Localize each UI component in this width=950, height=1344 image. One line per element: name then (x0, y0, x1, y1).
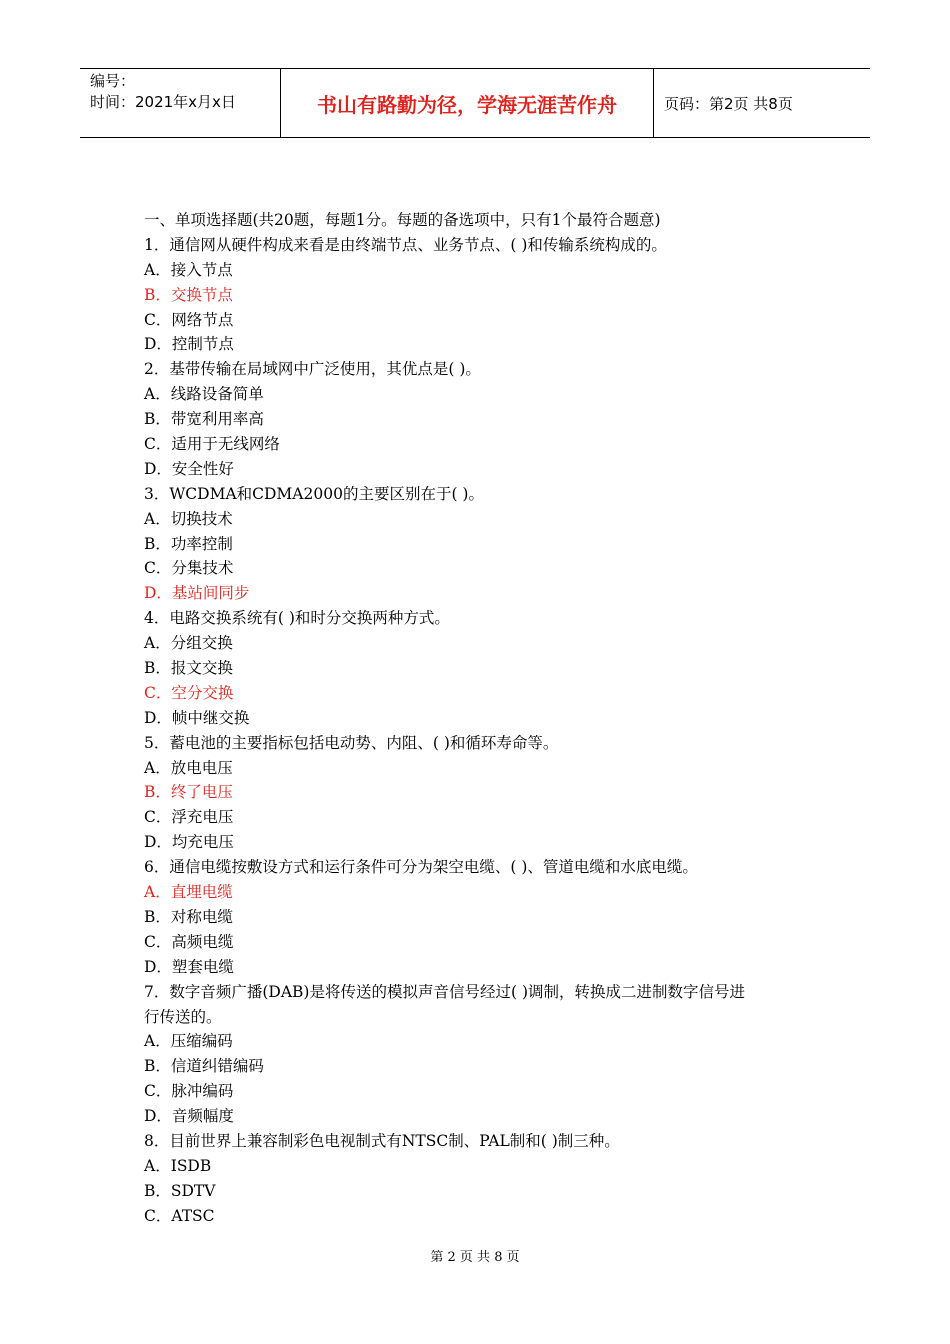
text-line: B．信道纠错编码 (144, 1057, 264, 1076)
header-time-label: 时间：2021年x月x日 (90, 93, 236, 111)
text-line: C．网络节点 (144, 310, 234, 329)
text-line: D．帧中继交换 (144, 708, 250, 727)
text-line: A．切换技术 (144, 509, 233, 528)
text-line: 4．电路交换系统有( )和时分交换两种方式。 (144, 609, 450, 628)
text-line: D．塑套电缆 (144, 957, 234, 976)
text-line: C．分集技术 (144, 559, 234, 578)
text-line: 2．基带传输在局域网中广泛使用，其优点是( )。 (144, 360, 481, 379)
answer-line-correct: B．终了电压 (144, 783, 233, 802)
text-line: 一、单项选择题(共20题，每题1分。每题的备选项中，只有1个最符合题意) (144, 211, 661, 229)
text-line: D．均充电压 (144, 833, 234, 852)
page-footer: 第 2 页 共 8 页 (430, 1250, 520, 1265)
header-motto-cell (281, 69, 654, 137)
text-line: B．SDTV (144, 1181, 216, 1200)
text-line: 7．数字音频广播(DAB)是将传送的模拟声音信号经过( )调制，转换成二进制数字信号进 (144, 982, 745, 1001)
text-line: D．安全性好 (144, 459, 234, 478)
header-meta-cell (80, 69, 281, 137)
text-line: 6．通信电缆按敷设方式和运行条件可分为架空电缆、( )、管道电缆和水底电缆。 (144, 858, 698, 877)
text-line: A．压缩编码 (144, 1032, 233, 1051)
text-line: 行传送的。 (144, 1007, 222, 1026)
text-line: B．对称电缆 (144, 907, 233, 926)
text-line: B．报文交换 (144, 659, 233, 678)
header-page-info: 页码：第2页 共8页 (664, 94, 793, 113)
text-line: C．脉冲编码 (144, 1082, 234, 1101)
text-line: A．放电电压 (144, 758, 233, 777)
text-line: C．浮充电压 (144, 808, 234, 827)
answer-line-correct: A．直埋电缆 (144, 883, 233, 902)
text-line: C．ATSC (144, 1206, 215, 1225)
question-list (144, 208, 824, 1229)
answer-line-correct: B．交换节点 (144, 285, 233, 304)
header-motto: 书山有路勤为径，学海无涯苦作舟 (317, 92, 617, 117)
header-page-cell (654, 69, 870, 137)
text-line: 3．WCDMA和CDMA2000的主要区别在于( )。 (144, 484, 484, 503)
text-line: A．线路设备简单 (144, 385, 264, 404)
answer-line-correct: C．空分交换 (144, 683, 234, 702)
text-line: 8．目前世界上兼容制彩色电视制式有NTSC制、PAL制和( )制三种。 (144, 1131, 620, 1150)
text-line: D．音频幅度 (144, 1107, 234, 1126)
text-line: B．功率控制 (144, 534, 233, 553)
text-line: C．高频电缆 (144, 932, 234, 951)
text-line: A．ISDB (144, 1156, 212, 1175)
text-line: B．带宽利用率高 (144, 410, 264, 429)
text-line: A．分组交换 (144, 634, 233, 653)
text-line: A．接入节点 (144, 260, 233, 279)
text-line: 1．通信网从硬件构成来看是由终端节点、业务节点、( )和传输系统构成的。 (144, 235, 667, 254)
answer-line-correct: D．基站间同步 (144, 584, 250, 603)
text-line: 5．蓄电池的主要指标包括电动势、内阻、( )和循环寿命等。 (144, 733, 559, 752)
header-number-label: 编号： (90, 72, 136, 90)
text-line: C．适用于无线网络 (144, 435, 280, 454)
text-line: D．控制节点 (144, 335, 234, 354)
page-header (80, 68, 870, 138)
